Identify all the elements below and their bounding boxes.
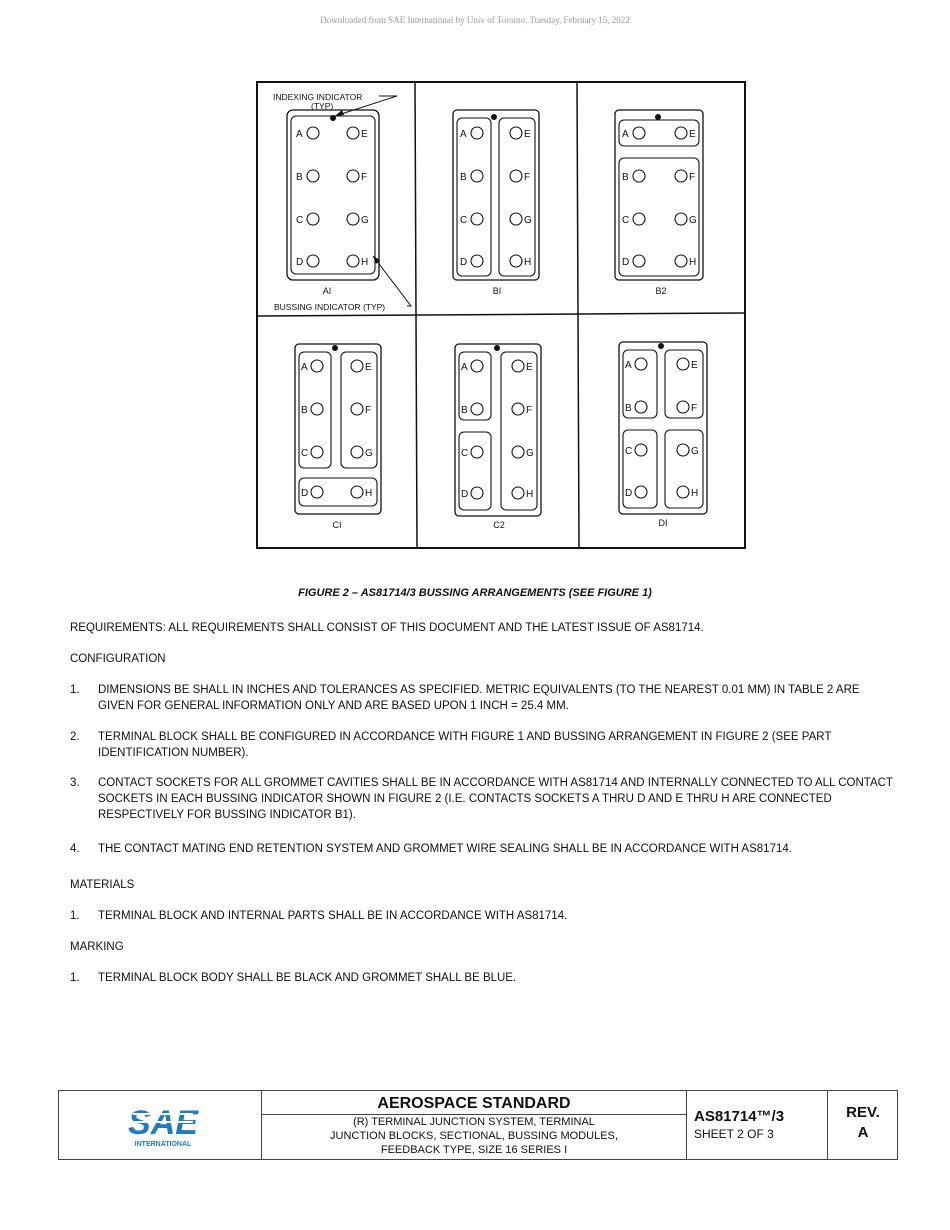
standard-subtitle xyxy=(262,1115,686,1157)
contact-cavity xyxy=(635,401,647,413)
cavity-letter: B xyxy=(625,403,632,414)
item-number: 1. xyxy=(70,684,80,696)
grid-line xyxy=(577,82,579,548)
item-number: 1. xyxy=(70,972,80,984)
cavity-letter: A xyxy=(461,362,468,373)
contact-cavity xyxy=(471,446,483,458)
cavity-letter: E xyxy=(361,129,368,140)
cavity-letter: H xyxy=(361,257,369,268)
document-number: AS81714™/3 xyxy=(694,1108,785,1125)
contact-cavity xyxy=(351,486,363,498)
title-cell xyxy=(262,1091,687,1159)
cavity-letter: F xyxy=(361,172,368,183)
cavity-row xyxy=(296,127,368,140)
cavity-letter: H xyxy=(365,488,373,499)
contact-cavity xyxy=(347,127,359,139)
cavity-letter: C xyxy=(622,215,630,226)
sheet-number: SHEET 2 OF 3 xyxy=(694,1127,774,1141)
contact-cavity xyxy=(351,360,363,372)
contact-cavity xyxy=(633,170,645,182)
item-number: 1. xyxy=(70,910,80,922)
contact-cavity xyxy=(471,360,483,372)
contact-cavity xyxy=(471,170,483,182)
panel-label: DI xyxy=(658,518,668,528)
logo-cell xyxy=(59,1091,262,1159)
cavity-letter: G xyxy=(689,215,697,226)
contact-cavity xyxy=(347,213,359,225)
item-text: TERMINAL BLOCK AND INTERNAL PARTS SHALL BE IN ACCORDANCE WITH AS81714. xyxy=(98,910,568,922)
document-number-cell xyxy=(687,1091,828,1159)
cavity-letter: C xyxy=(625,446,633,457)
item-text: DIMENSIONS BE SHALL IN INCHES AND TOLERANCES AS SPECIFIED. METRIC EQUIVALENTS (TO THE NEAREST 0.01 MM) IN TABLE 2 ARE GIVEN FOR GENERAL INFORMATION ONLY AND ARE BASED UPON 1 INCH = 25.4 MM. xyxy=(98,684,860,712)
contact-cavity xyxy=(471,487,483,499)
panel-c1 xyxy=(295,344,381,530)
cavity-letter: B xyxy=(622,172,629,183)
cavity-letter: C xyxy=(301,448,309,459)
contact-cavity xyxy=(471,255,483,267)
indexing-indicator xyxy=(491,114,497,120)
cavity-letter: A xyxy=(301,362,308,373)
cavity-letter: E xyxy=(365,362,372,373)
panel-b2 xyxy=(615,110,703,296)
contact-cavity xyxy=(471,403,483,415)
configuration-heading: CONFIGURATION xyxy=(70,653,166,665)
item-text: TERMINAL BLOCK SHALL BE CONFIGURED IN ACCORDANCE WITH FIGURE 1 AND BUSSING ARRANGEMENT IN FIGURE 2 (SEE PART IDENTIFICATION NUMBER). xyxy=(98,731,832,759)
panel-d1 xyxy=(619,342,707,528)
subtitle-line: (R) TERMINAL JUNCTION SYSTEM, TERMINAL xyxy=(353,1116,595,1128)
cavity-letter: F xyxy=(689,172,696,183)
cavity-letter: D xyxy=(625,488,633,499)
cavity-letter: D xyxy=(622,257,630,268)
cavity-letter: E xyxy=(689,129,696,140)
indexing-indicator xyxy=(332,345,338,351)
item-text: THE CONTACT MATING END RETENTION SYSTEM AND GROMMET WIRE SEALING SHALL BE IN ACCORDANCE WITH AS81714. xyxy=(98,843,792,855)
download-watermark: Downloaded from SAE International by Univ of Toronto, Tuesday, February 15, 2022 xyxy=(320,15,630,25)
cavity-letter: G xyxy=(691,446,699,457)
indexing-arrowhead xyxy=(335,110,344,116)
contact-cavity xyxy=(471,127,483,139)
cavity-letter: F xyxy=(526,405,533,416)
contact-cavity xyxy=(351,403,363,415)
indexing-indicator xyxy=(658,343,664,349)
materials-heading: MATERIALS xyxy=(70,879,135,891)
title-block xyxy=(58,1090,898,1160)
item-number: 4. xyxy=(70,843,80,855)
standard-title: AEROSPACE STANDARD xyxy=(262,1091,686,1115)
cavity-letter: C xyxy=(296,215,304,226)
item-text: CONTACT SOCKETS FOR ALL GROMMET CAVITIES SHALL BE IN ACCORDANCE WITH AS81714 AND INTERNALLY CONNECTED TO ALL CONTACT SOCKETS IN EACH BUSSING INDICATOR SHOWN IN FIGURE 2 (I.E. CONTACTS SOCKETS A THRU D AND E THRU H ARE CONNECTED RESPECTIVELY FOR BUSSING INDICATOR B1). xyxy=(98,777,893,821)
contact-cavity xyxy=(633,255,645,267)
contact-cavity xyxy=(510,213,522,225)
cavity-letter: C xyxy=(460,215,468,226)
contact-cavity xyxy=(675,213,687,225)
cavity-letter: F xyxy=(691,403,698,414)
contact-cavity xyxy=(510,127,522,139)
cavity-letter: B xyxy=(296,172,303,183)
bussing-indicator xyxy=(499,118,535,276)
panel-b1 xyxy=(453,110,539,296)
contact-cavity xyxy=(635,358,647,370)
contact-cavity xyxy=(635,444,647,456)
panel-label: C2 xyxy=(493,520,505,530)
grid-line xyxy=(257,313,745,316)
panel-label: CI xyxy=(332,520,342,530)
contact-cavity xyxy=(351,446,363,458)
marking-heading: MARKING xyxy=(70,941,124,953)
cavity-letter: D xyxy=(301,488,309,499)
cavity-letter: A xyxy=(625,360,632,371)
indexing-callout-line1: INDEXING INDICATOR xyxy=(273,92,363,102)
contact-cavity xyxy=(512,487,524,499)
contact-cavity xyxy=(307,213,319,225)
panel-a1 xyxy=(273,92,411,312)
contact-cavity xyxy=(307,170,319,182)
panel-label: AI xyxy=(322,286,332,296)
contact-cavity xyxy=(635,486,647,498)
cavity-letter: G xyxy=(365,448,373,459)
bussing-leader xyxy=(373,256,411,306)
indexing-indicator xyxy=(494,345,500,351)
cavity-letter: G xyxy=(361,215,369,226)
item-number: 3. xyxy=(70,777,80,789)
cavity-letter: D xyxy=(460,257,468,268)
cavity-row xyxy=(296,170,367,183)
cavity-letter: E xyxy=(691,360,698,371)
cavity-letter: F xyxy=(524,172,531,183)
item-text: TERMINAL BLOCK BODY SHALL BE BLACK AND GROMMET SHALL BE BLUE. xyxy=(98,972,517,984)
cavity-letter: F xyxy=(365,405,372,416)
cavity-letter: H xyxy=(691,488,699,499)
sae-logo-sub: INTERNATIONAL xyxy=(134,1141,192,1148)
contact-cavity xyxy=(677,358,689,370)
cavity-letter: D xyxy=(461,489,469,500)
cavity-letter: B xyxy=(301,405,308,416)
sae-logo-mark: SAE xyxy=(128,1104,198,1142)
contact-cavity xyxy=(307,127,319,139)
contact-cavity xyxy=(677,401,689,413)
revision-label: REV. xyxy=(846,1104,880,1121)
cavity-letter: B xyxy=(461,405,468,416)
cavity-letter: H xyxy=(526,489,534,500)
cavity-letter: G xyxy=(524,215,532,226)
contact-cavity xyxy=(512,403,524,415)
bussing-indicator xyxy=(457,118,491,276)
cavity-letter: H xyxy=(524,257,532,268)
contact-cavity xyxy=(311,360,323,372)
contact-cavity xyxy=(347,170,359,182)
bussing-arrangements-figure xyxy=(255,80,750,555)
panel-label: BI xyxy=(492,286,502,296)
grid-line xyxy=(415,82,417,548)
contact-cavity xyxy=(347,255,359,267)
contact-cavity xyxy=(311,403,323,415)
revision-value: A xyxy=(857,1124,869,1141)
cavity-letter: D xyxy=(296,257,304,268)
bussing-callout: BUSSING INDICATOR (TYP) xyxy=(274,302,386,312)
contact-cavity xyxy=(675,170,687,182)
item-number: 2. xyxy=(70,731,80,743)
cavity-letter: B xyxy=(460,172,467,183)
contact-cavity xyxy=(512,446,524,458)
panel-c2 xyxy=(455,344,541,530)
indexing-indicator xyxy=(655,114,661,120)
contact-cavity xyxy=(311,446,323,458)
cavity-letter: H xyxy=(689,257,697,268)
contact-cavity xyxy=(677,444,689,456)
cavity-letter: G xyxy=(526,448,534,459)
contact-cavity xyxy=(512,360,524,372)
contact-cavity xyxy=(311,486,323,498)
cavity-letter: A xyxy=(460,129,467,140)
cavity-letter: E xyxy=(526,362,533,373)
cavity-letter: E xyxy=(524,129,531,140)
cavity-letter: A xyxy=(296,129,303,140)
contact-cavity xyxy=(307,255,319,267)
panel-label: B2 xyxy=(655,286,667,296)
cavity-row xyxy=(296,255,368,268)
contact-cavity xyxy=(510,170,522,182)
bussing-indicator xyxy=(501,352,537,510)
subtitle-line: JUNCTION BLOCKS, SECTIONAL, BUSSING MODULES, xyxy=(330,1130,618,1142)
contact-cavity xyxy=(677,486,689,498)
sae-logo xyxy=(127,1102,199,1150)
figure-caption: FIGURE 2 – AS81714/3 BUSSING ARRANGEMENTS (SEE FIGURE 1) xyxy=(298,587,652,599)
subtitle-line: FEEDBACK TYPE, SIZE 16 SERIES I xyxy=(380,1144,568,1156)
contact-cavity xyxy=(633,127,645,139)
contact-cavity xyxy=(471,213,483,225)
contact-cavity xyxy=(510,255,522,267)
contact-cavity xyxy=(675,255,687,267)
indexing-callout-line2: (TYP) xyxy=(311,101,334,111)
cavity-letter: A xyxy=(622,129,629,140)
cavity-row xyxy=(296,213,369,226)
cavity-letter: C xyxy=(461,448,469,459)
contact-cavity xyxy=(675,127,687,139)
contact-cavity xyxy=(633,213,645,225)
revision-cell xyxy=(828,1091,898,1159)
requirements-paragraph: REQUIREMENTS: ALL REQUIREMENTS SHALL CONSIST OF THIS DOCUMENT AND THE LATEST ISSUE OF AS81714. xyxy=(70,622,704,634)
